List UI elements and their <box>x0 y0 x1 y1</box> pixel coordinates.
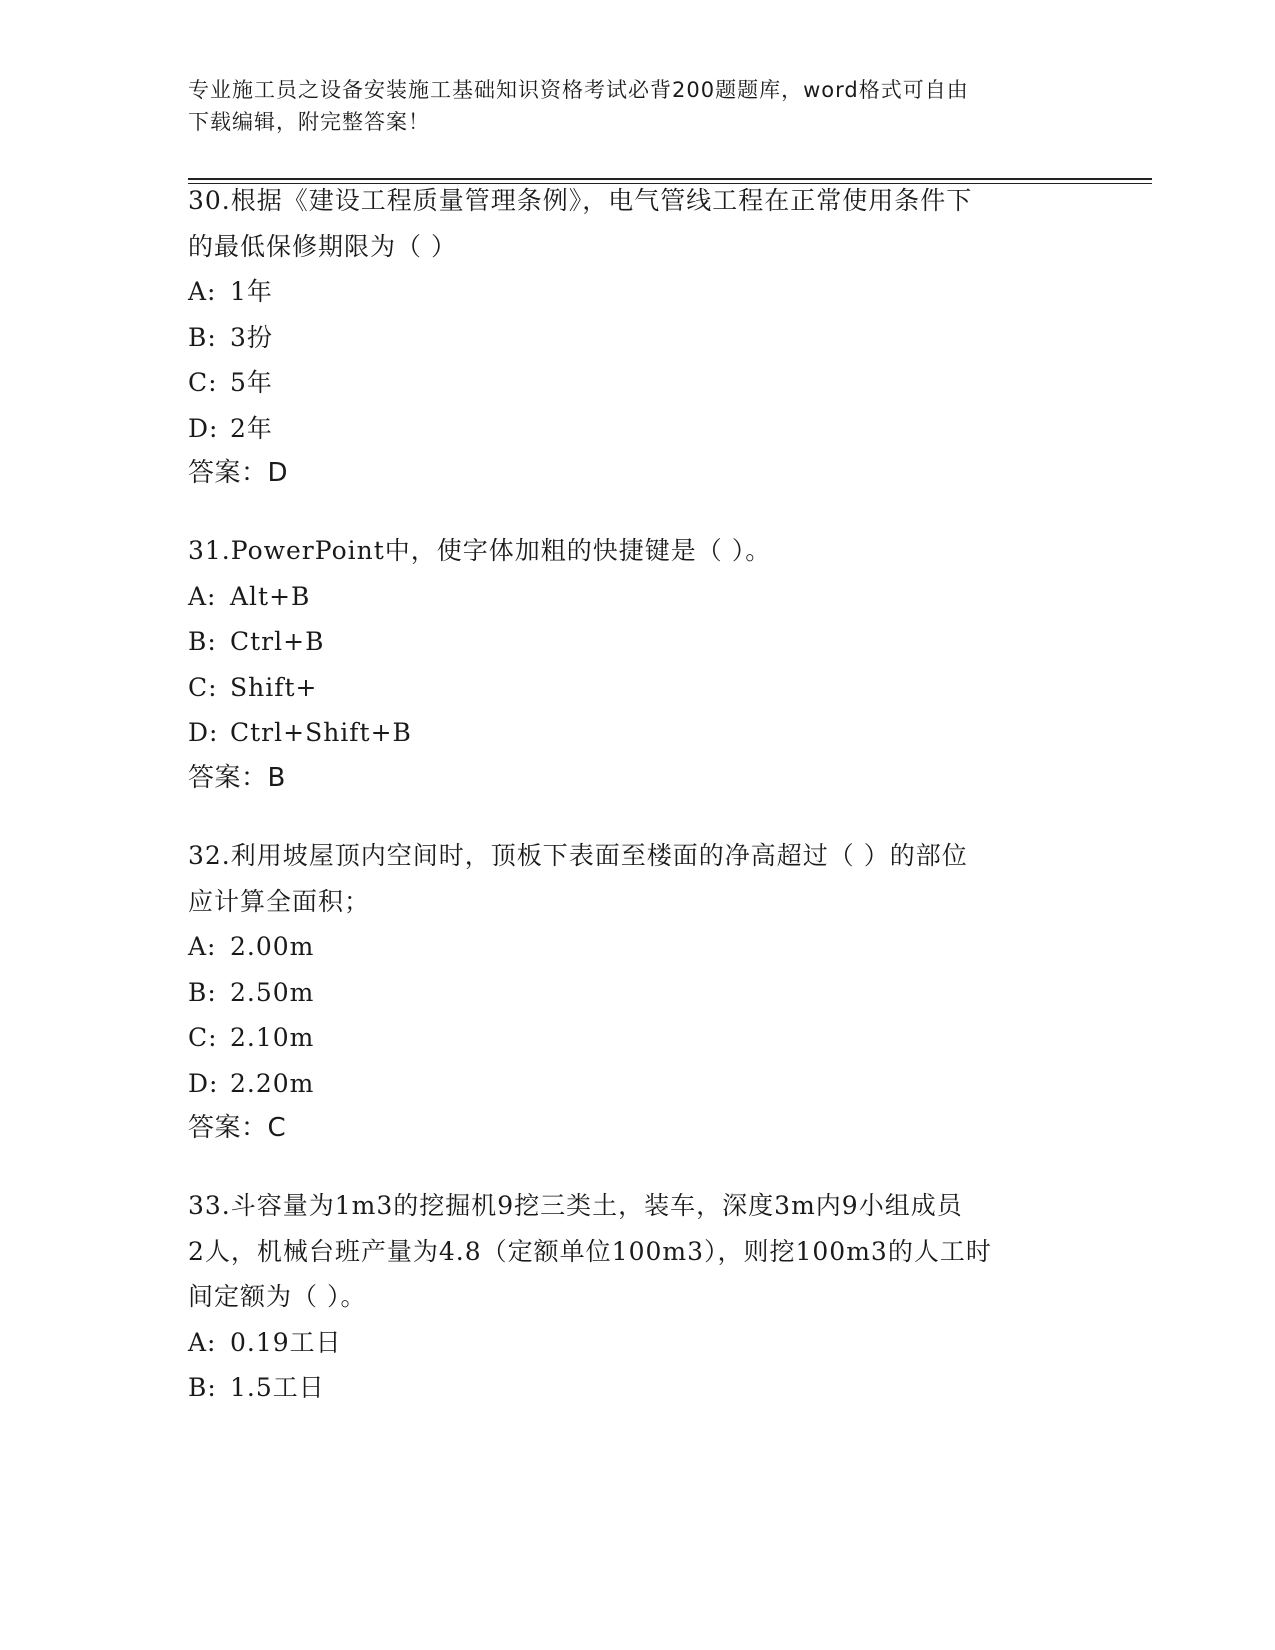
option-text: 3扮 <box>230 322 273 352</box>
option-key: A: <box>188 1327 217 1357</box>
option-key: D: <box>188 718 219 747</box>
option-key: D: <box>188 413 219 443</box>
stem-line: 应计算全面积； <box>188 886 371 916</box>
option-text: 2.00m <box>230 932 315 961</box>
option-text: Ctrl+Shift+B <box>230 718 412 747</box>
answer-label: 答案：C <box>188 1113 287 1143</box>
option-a <box>188 574 1088 620</box>
option-text: Alt+B <box>230 581 311 611</box>
option-key: B: <box>188 322 217 352</box>
option-a <box>188 269 1088 315</box>
option-d <box>188 406 1088 452</box>
stem-line: 间定额为（ ）。 <box>188 1282 367 1311</box>
option-d <box>188 710 1088 756</box>
option-text: 2.50m <box>230 977 315 1007</box>
option-key: C: <box>188 368 218 397</box>
stem-line: 33.斗容量为1m3的挖掘机9挖三类土，装车，深度3m内9小组成员 <box>188 1191 963 1220</box>
option-key: B: <box>188 1373 217 1402</box>
option-a <box>188 924 1088 970</box>
stem-line: 32.利用坡屋顶内空间时，顶板下表面至楼面的净高超过（ ）的部位 <box>188 841 968 870</box>
option-text: 0.19工日 <box>230 1327 342 1357</box>
question-30 <box>188 178 1088 497</box>
option-text: 1年 <box>230 277 273 306</box>
header-line-2: 下载编辑，附完整答案！ <box>188 110 430 134</box>
option-text: 5年 <box>230 368 273 397</box>
option-text: Shift+ <box>230 672 318 702</box>
question-33 <box>188 1183 1088 1411</box>
answer-label: 答案：D <box>188 458 289 488</box>
stem-line: 30.根据《建设工程质量管理条例》，电气管线工程在正常使用条件下 <box>188 186 973 215</box>
question-stem <box>188 833 1088 924</box>
option-key: C: <box>188 672 218 702</box>
question-stem <box>188 528 1088 574</box>
option-b <box>188 970 1088 1016</box>
option-c <box>188 360 1088 406</box>
question-31 <box>188 528 1088 801</box>
question-stem <box>188 1183 1088 1320</box>
question-stem <box>188 178 1088 269</box>
option-b <box>188 1365 1088 1411</box>
document-header <box>188 74 1088 138</box>
option-text: 1.5工日 <box>230 1373 325 1402</box>
header-line-1: 专业施工员之设备安装施工基础知识资格考试必背200题题库，word格式可自由 <box>188 78 969 102</box>
stem-line: 31.PowerPoint中，使字体加粗的快捷键是（ ）。 <box>188 536 772 565</box>
option-c <box>188 1015 1088 1061</box>
option-c <box>188 665 1088 711</box>
option-text: 2.10m <box>230 1023 315 1052</box>
option-text: 2年 <box>230 413 273 443</box>
option-key: D: <box>188 1068 219 1098</box>
option-text: 2.20m <box>230 1068 315 1098</box>
option-key: A: <box>188 277 217 306</box>
question-32 <box>188 833 1088 1152</box>
stem-line: 2人，机械台班产量为4.8（定额单位100m3），则挖100m3的人工时 <box>188 1236 992 1266</box>
option-a <box>188 1320 1088 1366</box>
option-key: B: <box>188 627 217 656</box>
option-key: C: <box>188 1023 218 1052</box>
option-text: Ctrl+B <box>230 627 325 656</box>
option-b <box>188 619 1088 665</box>
answer-label: 答案：B <box>188 762 286 793</box>
option-key: A: <box>188 932 217 961</box>
option-key: B: <box>188 977 217 1007</box>
option-b <box>188 315 1088 361</box>
option-d <box>188 1061 1088 1107</box>
option-key: A: <box>188 581 217 611</box>
stem-line: 的最低保修期限为（ ） <box>188 231 457 261</box>
